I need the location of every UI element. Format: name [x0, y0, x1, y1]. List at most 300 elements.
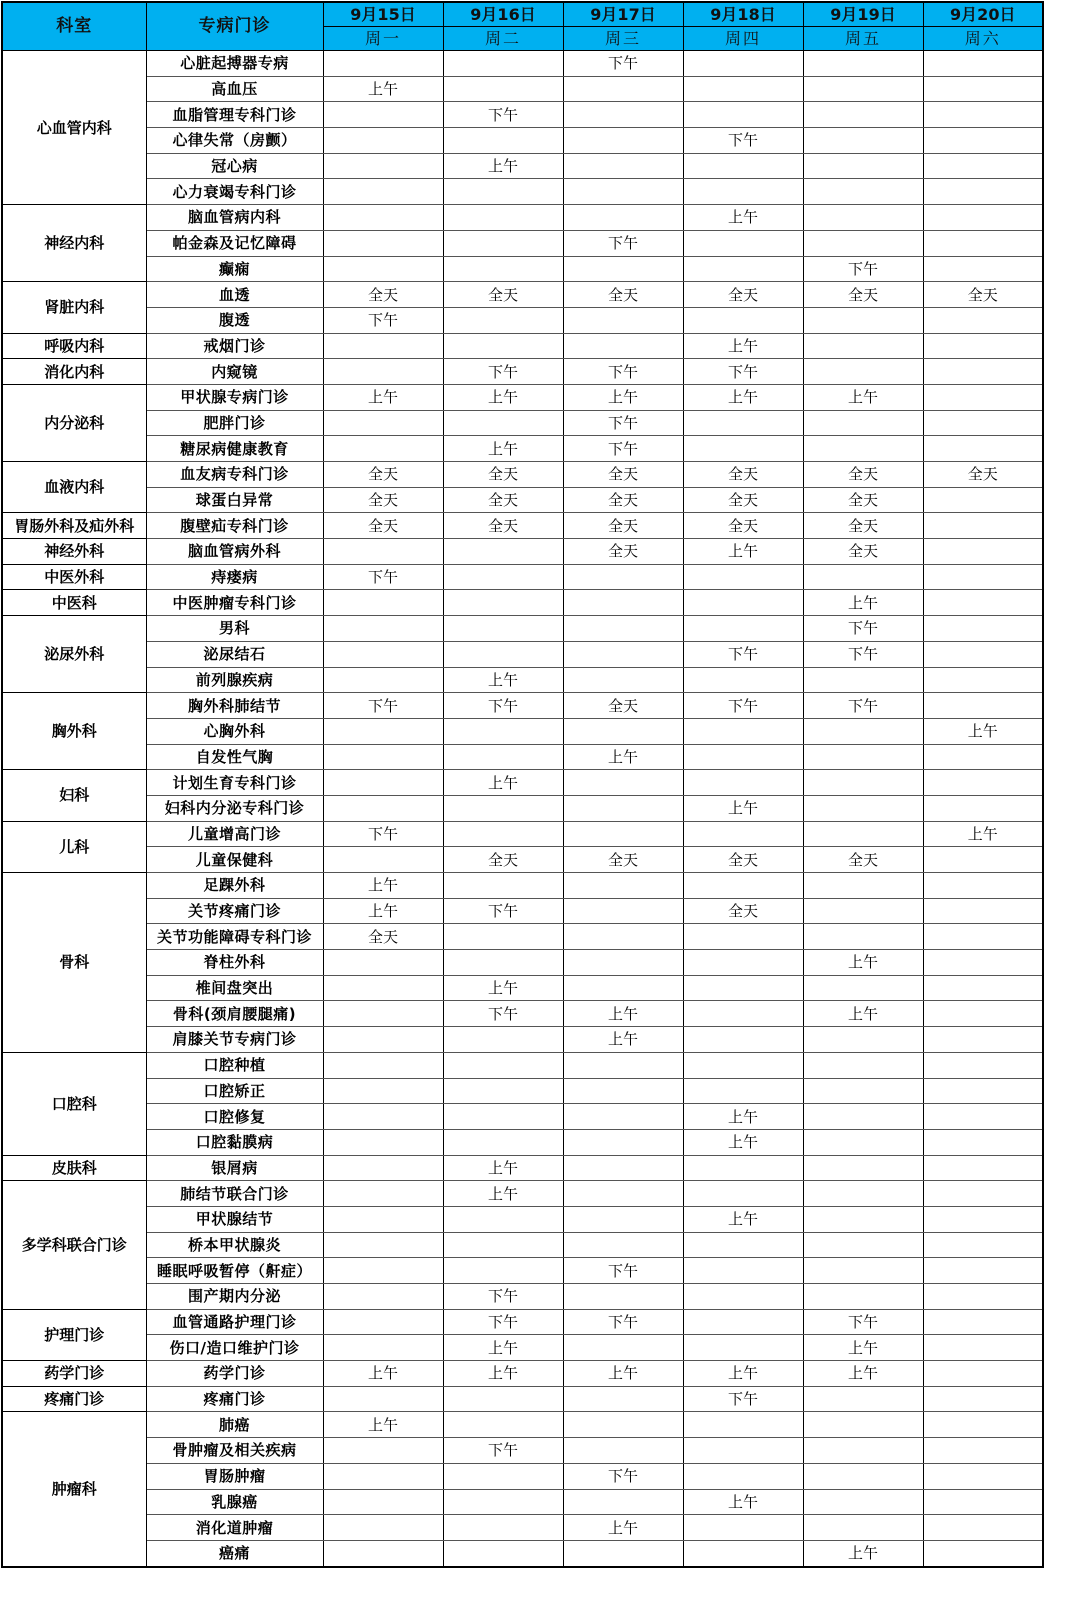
schedule-slot-cell — [563, 1155, 683, 1181]
schedule-slot-cell — [323, 230, 443, 256]
schedule-slot-cell — [323, 102, 443, 128]
schedule-slot-cell: 上午 — [443, 1181, 563, 1207]
schedule-slot-cell — [803, 924, 923, 950]
schedule-slot-cell — [563, 770, 683, 796]
clinic-name-cell: 伤口/造口维护门诊 — [146, 1335, 323, 1361]
clinic-name-cell: 帕金森及记忆障碍 — [146, 230, 323, 256]
clinic-name-cell: 关节功能障碍专科门诊 — [146, 924, 323, 950]
schedule-slot-cell: 下午 — [563, 359, 683, 385]
clinic-name-cell: 男科 — [146, 616, 323, 642]
schedule-slot-cell — [323, 1052, 443, 1078]
schedule-slot-cell: 全天 — [563, 847, 683, 873]
schedule-slot-cell — [683, 718, 803, 744]
schedule-slot-cell: 下午 — [443, 1001, 563, 1027]
clinic-name-cell: 口腔修复 — [146, 1104, 323, 1130]
schedule-slot-cell — [563, 128, 683, 154]
clinic-name-cell: 肩膝关节专病门诊 — [146, 1027, 323, 1053]
clinic-name-cell: 睡眠呼吸暂停（鼾症） — [146, 1258, 323, 1284]
table-row — [2, 1515, 1043, 1541]
schedule-slot-cell — [683, 1438, 803, 1464]
schedule-slot-cell: 全天 — [923, 282, 1043, 308]
table-row — [2, 693, 1043, 719]
schedule-slot-cell — [443, 564, 563, 590]
clinic-name-cell: 足踝外科 — [146, 873, 323, 899]
schedule-slot-cell — [923, 641, 1043, 667]
clinic-name-cell: 血管通路护理门诊 — [146, 1309, 323, 1335]
schedule-slot-cell: 全天 — [563, 282, 683, 308]
schedule-slot-cell — [443, 873, 563, 899]
table-row — [2, 1104, 1043, 1130]
schedule-slot-cell — [563, 256, 683, 282]
schedule-slot-cell — [323, 590, 443, 616]
schedule-slot-cell — [683, 950, 803, 976]
schedule-slot-cell: 全天 — [323, 462, 443, 488]
schedule-slot-cell — [683, 1463, 803, 1489]
schedule-slot-cell — [323, 51, 443, 77]
weekday-header: 周五 — [803, 27, 923, 51]
schedule-slot-cell — [683, 975, 803, 1001]
schedule-slot-cell — [443, 128, 563, 154]
clinic-name-cell: 口腔矫正 — [146, 1078, 323, 1104]
schedule-slot-cell — [323, 1104, 443, 1130]
schedule-slot-cell — [923, 205, 1043, 231]
weekday-header: 周四 — [683, 27, 803, 51]
schedule-slot-cell — [803, 1052, 923, 1078]
schedule-slot-cell — [683, 821, 803, 847]
department-cell: 内分泌科 — [2, 384, 146, 461]
schedule-slot-cell: 全天 — [563, 513, 683, 539]
schedule-slot-cell — [923, 693, 1043, 719]
schedule-slot-cell — [443, 179, 563, 205]
table-row — [2, 1027, 1043, 1053]
schedule-slot-cell: 下午 — [443, 1309, 563, 1335]
schedule-slot-cell — [803, 205, 923, 231]
table-row — [2, 153, 1043, 179]
schedule-slot-cell — [323, 1232, 443, 1258]
schedule-slot-cell — [443, 1463, 563, 1489]
schedule-slot-cell: 下午 — [563, 410, 683, 436]
department-cell: 儿科 — [2, 821, 146, 872]
schedule-slot-cell — [923, 410, 1043, 436]
clinic-name-cell: 骨肿瘤及相关疾病 — [146, 1438, 323, 1464]
schedule-slot-cell — [443, 795, 563, 821]
schedule-slot-cell — [563, 1232, 683, 1258]
department-cell: 血液内科 — [2, 462, 146, 513]
schedule-slot-cell — [683, 256, 803, 282]
schedule-slot-cell — [923, 616, 1043, 642]
schedule-slot-cell — [443, 1206, 563, 1232]
schedule-slot-cell — [683, 667, 803, 693]
schedule-slot-cell — [683, 1515, 803, 1541]
department-cell: 肾脏内科 — [2, 282, 146, 333]
schedule-slot-cell — [443, 307, 563, 333]
schedule-slot-cell — [563, 307, 683, 333]
schedule-slot-cell: 下午 — [683, 641, 803, 667]
schedule-slot-cell — [443, 230, 563, 256]
schedule-slot-cell — [563, 1078, 683, 1104]
schedule-slot-cell: 上午 — [443, 384, 563, 410]
schedule-slot-cell — [563, 333, 683, 359]
schedule-slot-cell — [803, 1104, 923, 1130]
schedule-slot-cell — [563, 1104, 683, 1130]
table-row — [2, 1078, 1043, 1104]
schedule-slot-cell — [683, 1052, 803, 1078]
schedule-slot-cell — [443, 1515, 563, 1541]
schedule-slot-cell: 上午 — [683, 333, 803, 359]
schedule-slot-cell — [923, 1489, 1043, 1515]
schedule-slot-cell: 全天 — [683, 282, 803, 308]
schedule-slot-cell: 全天 — [803, 462, 923, 488]
schedule-slot-cell — [683, 102, 803, 128]
schedule-slot-cell — [323, 1155, 443, 1181]
table-row — [2, 1258, 1043, 1284]
schedule-slot-cell — [923, 51, 1043, 77]
schedule-slot-cell: 全天 — [443, 513, 563, 539]
schedule-slot-cell: 下午 — [443, 1284, 563, 1310]
clinic-name-cell: 血透 — [146, 282, 323, 308]
schedule-slot-cell: 上午 — [683, 1206, 803, 1232]
schedule-slot-cell: 全天 — [803, 487, 923, 513]
schedule-slot-cell — [443, 1489, 563, 1515]
table-row — [2, 1284, 1043, 1310]
clinic-name-cell: 脑血管病内科 — [146, 205, 323, 231]
schedule-slot-cell: 下午 — [563, 1309, 683, 1335]
schedule-slot-cell — [803, 436, 923, 462]
schedule-slot-cell: 上午 — [443, 770, 563, 796]
table-row — [2, 924, 1043, 950]
schedule-slot-cell: 全天 — [803, 539, 923, 565]
schedule-slot-cell — [683, 230, 803, 256]
schedule-slot-cell — [923, 1515, 1043, 1541]
schedule-slot-cell — [323, 359, 443, 385]
schedule-slot-cell — [803, 1258, 923, 1284]
schedule-slot-cell: 上午 — [443, 667, 563, 693]
table-row — [2, 1540, 1043, 1566]
table-row — [2, 821, 1043, 847]
schedule-slot-cell — [803, 179, 923, 205]
schedule-slot-cell — [323, 718, 443, 744]
table-row — [2, 1206, 1043, 1232]
schedule-slot-cell: 下午 — [803, 616, 923, 642]
schedule-slot-cell — [443, 1540, 563, 1566]
schedule-slot-cell — [923, 436, 1043, 462]
schedule-slot-cell — [683, 1232, 803, 1258]
schedule-slot-cell — [923, 667, 1043, 693]
clinic-name-cell: 心律失常（房颤） — [146, 128, 323, 154]
schedule-slot-cell: 下午 — [443, 1438, 563, 1464]
table-row — [2, 1335, 1043, 1361]
schedule-slot-cell — [923, 76, 1043, 102]
schedule-slot-cell — [683, 1155, 803, 1181]
date-header: 9月19日 — [803, 2, 923, 27]
schedule-slot-cell — [923, 230, 1043, 256]
schedule-slot-cell — [323, 744, 443, 770]
schedule-slot-cell: 全天 — [323, 924, 443, 950]
schedule-slot-cell: 下午 — [803, 641, 923, 667]
clinic-name-cell: 脊柱外科 — [146, 950, 323, 976]
schedule-slot-cell — [683, 1309, 803, 1335]
schedule-slot-cell — [323, 153, 443, 179]
schedule-slot-cell — [563, 1284, 683, 1310]
schedule-slot-cell — [923, 1412, 1043, 1438]
schedule-slot-cell — [803, 1206, 923, 1232]
table-row — [2, 384, 1043, 410]
schedule-slot-cell — [683, 179, 803, 205]
schedule-slot-cell: 上午 — [803, 950, 923, 976]
schedule-slot-cell — [923, 1181, 1043, 1207]
schedule-slot-cell — [923, 513, 1043, 539]
department-cell: 胸外科 — [2, 693, 146, 770]
schedule-slot-cell — [923, 384, 1043, 410]
table-row — [2, 333, 1043, 359]
schedule-slot-cell — [923, 744, 1043, 770]
table-row — [2, 616, 1043, 642]
date-header: 9月18日 — [683, 2, 803, 27]
clinic-name-cell: 心胸外科 — [146, 718, 323, 744]
schedule-slot-cell — [323, 179, 443, 205]
clinic-name-cell: 胃肠肿瘤 — [146, 1463, 323, 1489]
schedule-slot-cell: 下午 — [563, 230, 683, 256]
schedule-slot-cell — [323, 1438, 443, 1464]
schedule-slot-cell: 上午 — [443, 1361, 563, 1387]
department-cell: 护理门诊 — [2, 1309, 146, 1360]
schedule-body — [2, 51, 1043, 1567]
schedule-slot-cell — [323, 205, 443, 231]
schedule-slot-cell — [803, 307, 923, 333]
clinic-name-cell: 肺结节联合门诊 — [146, 1181, 323, 1207]
schedule-slot-cell: 全天 — [923, 462, 1043, 488]
clinic-name-cell: 口腔黏膜病 — [146, 1129, 323, 1155]
schedule-slot-cell — [443, 1027, 563, 1053]
schedule-slot-cell: 上午 — [923, 821, 1043, 847]
schedule-slot-cell — [803, 795, 923, 821]
table-row — [2, 128, 1043, 154]
schedule-slot-cell: 下午 — [803, 693, 923, 719]
schedule-slot-cell: 上午 — [563, 1001, 683, 1027]
schedule-slot-cell — [683, 1258, 803, 1284]
schedule-slot-cell — [323, 1129, 443, 1155]
schedule-slot-cell — [323, 410, 443, 436]
clinic-name-cell: 肺癌 — [146, 1412, 323, 1438]
schedule-slot-cell — [803, 1438, 923, 1464]
clinic-name-cell: 银屑病 — [146, 1155, 323, 1181]
schedule-slot-cell — [683, 1284, 803, 1310]
schedule-slot-cell: 下午 — [443, 898, 563, 924]
schedule-slot-cell: 全天 — [323, 487, 443, 513]
schedule-slot-cell: 上午 — [683, 795, 803, 821]
clinic-name-cell: 肥胖门诊 — [146, 410, 323, 436]
weekday-header: 周三 — [563, 27, 683, 51]
schedule-slot-cell — [923, 924, 1043, 950]
table-row — [2, 487, 1043, 513]
schedule-slot-cell — [563, 1335, 683, 1361]
table-row — [2, 950, 1043, 976]
schedule-slot-cell: 下午 — [323, 821, 443, 847]
schedule-slot-cell — [683, 410, 803, 436]
clinic-name-cell: 儿童增高门诊 — [146, 821, 323, 847]
clinic-name-cell: 胸外科肺结节 — [146, 693, 323, 719]
department-cell: 口腔科 — [2, 1052, 146, 1155]
schedule-slot-cell — [563, 667, 683, 693]
clinic-schedule-table — [1, 1, 1044, 1568]
department-cell: 心血管内科 — [2, 51, 146, 205]
schedule-slot-cell: 上午 — [803, 1361, 923, 1387]
schedule-slot-cell — [323, 128, 443, 154]
schedule-slot-cell — [803, 128, 923, 154]
schedule-slot-cell — [323, 1335, 443, 1361]
clinic-name-cell: 血友病专科门诊 — [146, 462, 323, 488]
schedule-slot-cell — [923, 564, 1043, 590]
schedule-slot-cell — [563, 205, 683, 231]
schedule-slot-cell — [683, 873, 803, 899]
schedule-slot-cell — [323, 770, 443, 796]
schedule-slot-cell — [923, 1361, 1043, 1387]
schedule-slot-cell — [803, 667, 923, 693]
schedule-slot-cell — [563, 616, 683, 642]
schedule-slot-cell — [923, 1463, 1043, 1489]
schedule-slot-cell — [923, 1104, 1043, 1130]
schedule-slot-cell — [323, 436, 443, 462]
schedule-slot-cell — [923, 359, 1043, 385]
schedule-slot-cell — [923, 1540, 1043, 1566]
table-row — [2, 179, 1043, 205]
table-row — [2, 975, 1043, 1001]
schedule-slot-cell: 全天 — [803, 513, 923, 539]
schedule-slot-cell — [683, 51, 803, 77]
schedule-slot-cell — [563, 821, 683, 847]
weekday-header: 周一 — [323, 27, 443, 51]
schedule-slot-cell — [803, 359, 923, 385]
schedule-slot-cell — [803, 821, 923, 847]
schedule-slot-cell — [923, 1052, 1043, 1078]
schedule-slot-cell: 上午 — [563, 384, 683, 410]
clinic-name-cell: 血脂管理专科门诊 — [146, 102, 323, 128]
schedule-slot-cell: 全天 — [683, 462, 803, 488]
department-cell: 中医科 — [2, 590, 146, 616]
clinic-name-cell: 乳腺癌 — [146, 1489, 323, 1515]
schedule-slot-cell — [683, 924, 803, 950]
schedule-slot-cell — [323, 1001, 443, 1027]
clinic-name-cell: 戒烟门诊 — [146, 333, 323, 359]
schedule-slot-cell: 上午 — [683, 1489, 803, 1515]
schedule-slot-cell: 全天 — [563, 539, 683, 565]
schedule-slot-cell: 下午 — [563, 436, 683, 462]
schedule-slot-cell: 下午 — [323, 564, 443, 590]
schedule-slot-cell — [443, 641, 563, 667]
schedule-slot-cell: 下午 — [683, 693, 803, 719]
date-header: 9月17日 — [563, 2, 683, 27]
schedule-slot-cell — [923, 1258, 1043, 1284]
department-cell: 肿瘤科 — [2, 1412, 146, 1567]
clinic-name-cell: 内窥镜 — [146, 359, 323, 385]
schedule-slot-cell: 上午 — [683, 384, 803, 410]
schedule-slot-cell — [683, 744, 803, 770]
schedule-slot-cell — [443, 205, 563, 231]
department-cell: 药学门诊 — [2, 1361, 146, 1387]
schedule-slot-cell: 上午 — [563, 1361, 683, 1387]
schedule-slot-cell: 下午 — [803, 256, 923, 282]
clinic-name-cell: 心力衰竭专科门诊 — [146, 179, 323, 205]
schedule-slot-cell — [323, 1309, 443, 1335]
schedule-slot-cell — [923, 333, 1043, 359]
clinic-name-cell: 癫痫 — [146, 256, 323, 282]
clinic-name-cell: 口腔种植 — [146, 1052, 323, 1078]
schedule-slot-cell — [923, 770, 1043, 796]
schedule-slot-cell — [923, 898, 1043, 924]
schedule-slot-cell: 全天 — [443, 282, 563, 308]
schedule-slot-cell — [923, 873, 1043, 899]
table-row — [2, 1001, 1043, 1027]
table-row — [2, 230, 1043, 256]
schedule-slot-cell — [803, 975, 923, 1001]
schedule-slot-cell — [683, 1078, 803, 1104]
schedule-slot-cell — [683, 307, 803, 333]
schedule-slot-cell — [923, 795, 1043, 821]
clinic-name-cell: 癌痛 — [146, 1540, 323, 1566]
schedule-slot-cell — [803, 744, 923, 770]
schedule-slot-cell: 上午 — [683, 539, 803, 565]
schedule-slot-cell — [563, 641, 683, 667]
clinic-name-cell: 甲状腺专病门诊 — [146, 384, 323, 410]
table-row — [2, 1489, 1043, 1515]
schedule-slot-cell — [563, 1052, 683, 1078]
schedule-slot-cell — [923, 1309, 1043, 1335]
schedule-slot-cell — [803, 898, 923, 924]
schedule-slot-cell — [923, 1027, 1043, 1053]
table-row — [2, 410, 1043, 436]
schedule-slot-cell: 上午 — [803, 384, 923, 410]
schedule-slot-cell — [803, 1181, 923, 1207]
clinic-name-cell: 甲状腺结节 — [146, 1206, 323, 1232]
schedule-slot-cell: 上午 — [323, 1361, 443, 1387]
schedule-slot-cell — [923, 590, 1043, 616]
schedule-slot-cell: 上午 — [323, 898, 443, 924]
schedule-slot-cell — [563, 898, 683, 924]
department-cell: 妇科 — [2, 770, 146, 821]
schedule-slot-cell — [803, 1078, 923, 1104]
table-row — [2, 282, 1043, 308]
schedule-slot-cell: 上午 — [323, 76, 443, 102]
schedule-slot-cell: 上午 — [803, 1540, 923, 1566]
schedule-slot-cell — [923, 975, 1043, 1001]
department-column-header: 科室 — [2, 2, 146, 51]
schedule-slot-cell — [803, 153, 923, 179]
schedule-slot-cell — [563, 718, 683, 744]
schedule-slot-cell — [563, 153, 683, 179]
clinic-name-cell: 糖尿病健康教育 — [146, 436, 323, 462]
table-row — [2, 102, 1043, 128]
department-cell: 泌尿外科 — [2, 616, 146, 693]
table-row — [2, 76, 1043, 102]
schedule-slot-cell — [443, 410, 563, 436]
schedule-slot-cell — [443, 950, 563, 976]
schedule-slot-cell — [563, 1386, 683, 1412]
schedule-slot-cell — [803, 1129, 923, 1155]
header-date-row — [2, 2, 1043, 27]
schedule-slot-cell — [323, 616, 443, 642]
clinic-name-cell: 疼痛门诊 — [146, 1386, 323, 1412]
schedule-slot-cell: 下午 — [323, 307, 443, 333]
schedule-slot-cell: 下午 — [323, 693, 443, 719]
schedule-slot-cell: 下午 — [443, 359, 563, 385]
schedule-slot-cell — [443, 76, 563, 102]
schedule-slot-cell — [563, 950, 683, 976]
schedule-slot-cell: 上午 — [563, 1027, 683, 1053]
schedule-slot-cell: 上午 — [443, 436, 563, 462]
schedule-slot-cell — [323, 1386, 443, 1412]
schedule-slot-cell: 上午 — [443, 153, 563, 179]
schedule-slot-cell — [323, 950, 443, 976]
